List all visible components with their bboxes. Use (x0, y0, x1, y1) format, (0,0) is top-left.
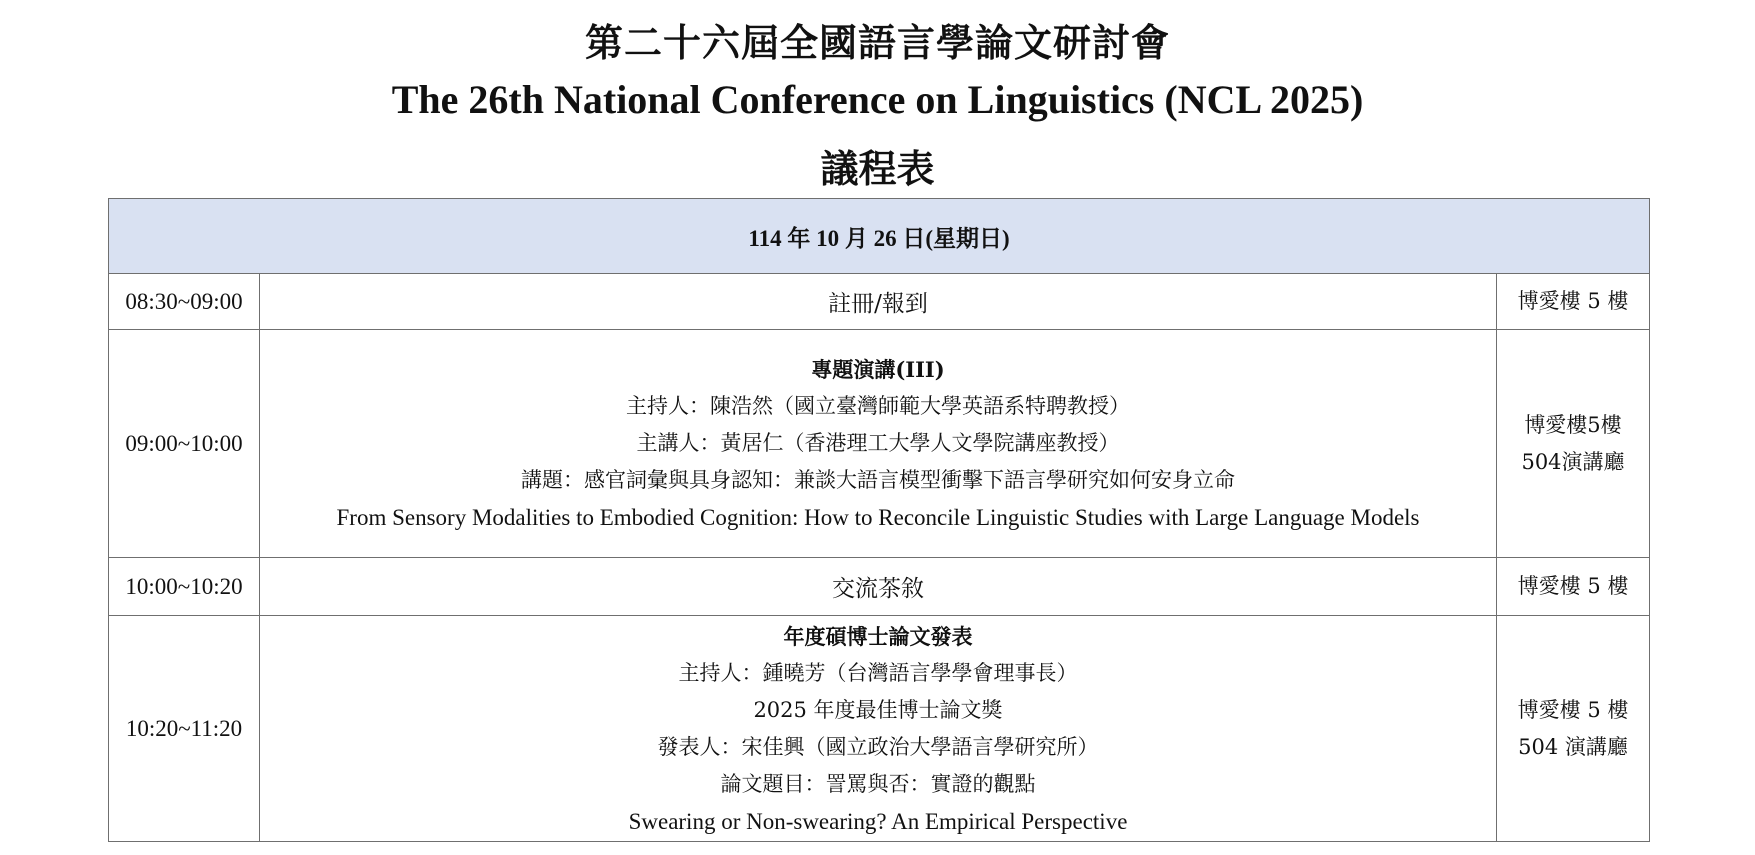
time-cell: 10:00~10:20 (109, 558, 260, 616)
session-line: Swearing or Non-swearing? An Empirical Perspective (628, 808, 1128, 834)
session-line: 發表人：宋佳興（國立政治大學語言學研究所） (657, 734, 1099, 759)
table-row (109, 616, 1650, 842)
agenda-table (108, 198, 1650, 842)
conference-title-english: The 26th National Conference on Linguistics (NCL 2025) (391, 77, 1364, 122)
session-line: 2025 年度最佳博士論文獎 (753, 697, 1003, 722)
venue-cell (1497, 616, 1650, 842)
session-title: 年度碩博士論文發表 (783, 623, 973, 649)
venue-line: 博愛樓 5 樓 (1517, 574, 1629, 598)
session-line: 主持人：陳浩然（國立臺灣師範大學英語系特聘教授） (626, 394, 1130, 418)
time-cell: 10:20~11:20 (109, 616, 260, 842)
session-line: From Sensory Modalities to Embodied Cognition: How to Reconcile Linguistic Studies with Large Language Models (336, 505, 1420, 530)
table-row (109, 330, 1650, 558)
session-line: 主講人：黃居仁（香港理工大學人文學院講座教授） (636, 431, 1120, 455)
agenda-date: 114 年 10 月 26 日(星期日) (109, 199, 1650, 274)
table-row (109, 274, 1650, 330)
venue-cell (1497, 274, 1650, 330)
venue-cell (1497, 558, 1650, 616)
venue-line: 博愛樓 5 樓 (1517, 697, 1629, 722)
event-cell: 註冊/報到 (260, 274, 1497, 330)
date-row (109, 199, 1650, 274)
event-cell: 交流茶敘 (260, 558, 1497, 616)
session-title: 專題演講(III) (811, 357, 945, 382)
venue-cell (1497, 330, 1650, 558)
venue-line: 博愛樓5樓 (1524, 412, 1622, 437)
session-line: 講題：感官詞彙與具身認知：兼談大語言模型衝擊下語言學研究如何安身立命 (521, 468, 1235, 492)
event-cell (260, 616, 1497, 842)
event-cell (260, 330, 1497, 558)
session-line: 論文題目：詈罵與否：實證的觀點 (720, 771, 1036, 796)
venue-line: 博愛樓 5 樓 (1517, 289, 1629, 313)
venue-line: 504 演講廳 (1518, 734, 1628, 759)
agenda-heading: 議程表 (820, 146, 935, 191)
session-line: 主持人：鍾曉芳（台灣語言學學會理事長） (678, 660, 1078, 685)
venue-line: 504演講廳 (1521, 449, 1625, 474)
time-cell: 08:30~09:00 (109, 274, 260, 330)
conference-title-chinese: 第二十六屆全國語言學論文研討會 (584, 20, 1170, 65)
time-cell: 09:00~10:00 (109, 330, 260, 558)
table-row (109, 558, 1650, 616)
